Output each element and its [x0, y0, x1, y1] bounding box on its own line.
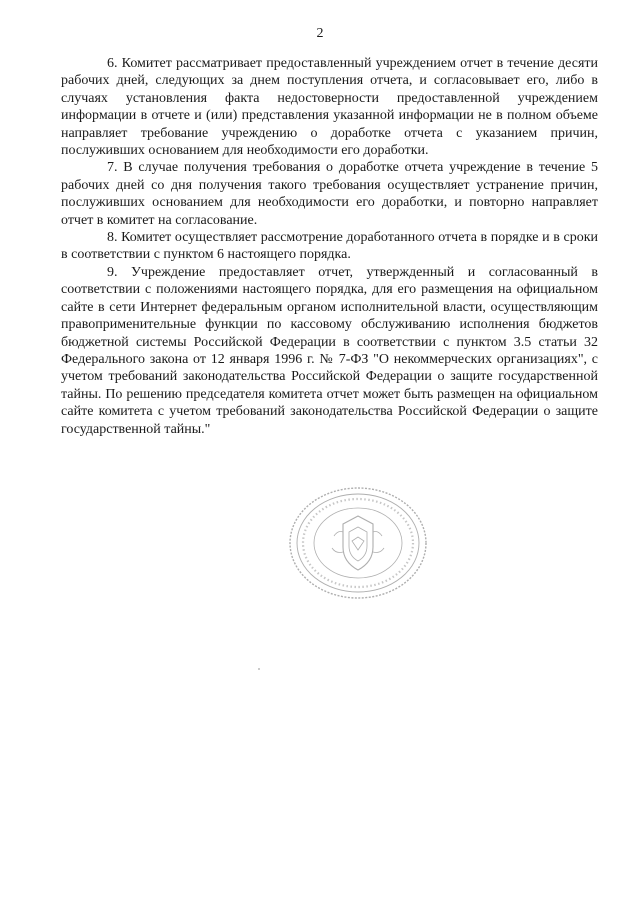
- paragraph-8: 8. Комитет осуществляет рассмотрение доработанного отчета в порядке и в сроки в соответствии с пунктом 6 настоящего порядка.: [61, 230, 598, 263]
- official-seal-icon: [286, 484, 430, 602]
- paragraph-9: 9. Учреждение предоставляет отчет, утвержденный и согласованный в соответствии с положениями настоящего порядка, для его размещения на официальном сайте в сети Интернет федеральным органом исполнительной власти, осуществляющим правоприменительные функции по кассовому обслуживанию исполнения бюджетов бюджетной системы Российской Федерации в соответствии с пунктом 3.5 статьи 32 Федерального закона от 12 января 1996 г. № 7-ФЗ "О некоммерческих организациях", с учетом требований законодательства Российской Федерации о защите государственной тайны. По решению председателя комитета отчет может быть размещен на официальном сайте комитета с учетом требований законодательства Российской Федерации о защите государственной тайны.": [61, 264, 598, 437]
- page-number: 2: [316, 26, 324, 41]
- paragraph-6: 6. Комитет рассматривает предоставленный учреждением отчет в течение десяти рабочих дней, следующих за днем поступления отчета, и согласовывает его, либо в случаях установления факта недостоверности предоставленной учреждением информации в отчете и (или) представления указанной информации не в полном объеме направляет требование учреждению о доработке отчета с указанием причин, послуживших основанием для необходимости его доработки.: [61, 56, 598, 159]
- scan-speck: [258, 668, 260, 670]
- document-body: [61, 55, 598, 438]
- paragraph-7: 7. В случае получения требования о доработке отчета учреждение в течение 5 рабочих дней со дня получения такого требования осуществляет устранение причин, послуживших основанием для необходимости его доработки, и повторно направляет отчет в комитет на согласование.: [61, 160, 598, 228]
